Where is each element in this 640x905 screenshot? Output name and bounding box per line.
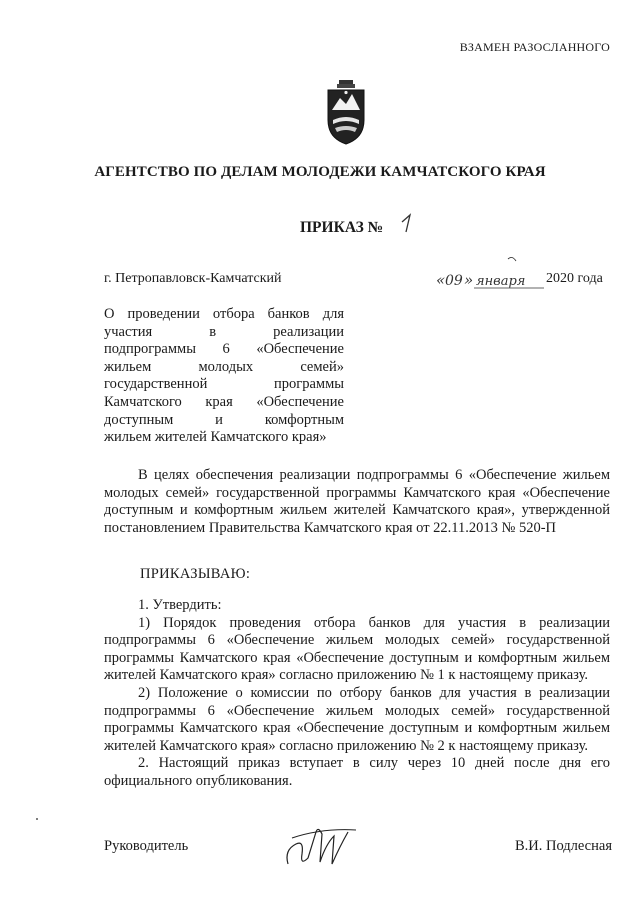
signatory-position: Руководитель: [104, 838, 189, 854]
reissue-stamp: ВЗАМЕН РАЗОСЛАННОГО: [459, 40, 610, 54]
date-month: января: [476, 274, 526, 289]
subject-line: доступным и комфортным: [104, 411, 344, 428]
subject-line: жильем жителей Камчатского края»: [104, 429, 327, 446]
subject-line: Камчатского края «Обеспечение: [104, 393, 344, 410]
subject-line: О проведении отбора банков для: [104, 306, 344, 322]
order-items: [104, 597, 610, 791]
agency-name: АГЕНТСТВО ПО ДЕЛАМ МОЛОДЕЖИ КАМЧАТСКОГО КРАЯ: [94, 164, 546, 180]
order-word: ПРИКАЗЫВАЮ:: [140, 566, 251, 582]
subject-line: государственной программы: [104, 376, 344, 393]
order-subject: [104, 306, 344, 447]
preamble-paragraph: В целях обеспечения реализации подпрограммы 6 «Обеспечение жильем молодых семей» государственной программы Камчатского края «Обеспечение доступным и комфортным жильем жителей Камчатского края», утвержденной постановлением Правительства Камчатского края от 22.11.2013 № 520-П: [104, 467, 610, 536]
date-day: 09: [445, 273, 463, 289]
item-1-1: 1) Порядок проведения отбора банков для участия в реализации подпрограммы 6 «Обеспечение жильем молодых семей» государственной программы Камчатского края «Обеспечение доступным и комфортным жильем жителей Камчатского края» согласно приложению № 1 к настоящему приказу.: [104, 614, 610, 684]
scan-speck: [36, 818, 38, 820]
handwritten-signature-icon: [282, 824, 362, 870]
item-2: 2. Настоящий приказ вступает в силу через 10 дней после дня его официального опубликования.: [104, 755, 610, 789]
svg-text:»: »: [464, 271, 474, 289]
order-number-text: 1: [398, 212, 399, 213]
item-1: 1. Утвердить:: [138, 597, 222, 613]
subject-line: участия в реализации: [104, 323, 344, 340]
svg-text:«: «: [436, 271, 446, 289]
subject-line: подпрограммы 6 «Обеспечение: [104, 341, 344, 358]
kamchatka-coat-of-arms-icon: [325, 80, 367, 146]
subject-line: жильем молодых семей»: [104, 358, 344, 375]
date-year: 2020 года: [546, 271, 603, 286]
city: г. Петропавловск-Камчатский: [104, 271, 282, 286]
order-title: ПРИКАЗ №: [300, 219, 384, 236]
item-1-2: 2) Положение о комиссии по отбору банков для участия в реализации подпрограммы 6 «Обеспечение жильем молодых семей» государственной программы Камчатского края «Обеспечение доступным и комфортным жильем жителей Камчатского края» согласно приложению № 2 к настоящему приказу.: [104, 684, 610, 754]
order-number-handwritten: [398, 212, 416, 234]
signatory-name: В.И. Подлесная: [514, 838, 612, 854]
